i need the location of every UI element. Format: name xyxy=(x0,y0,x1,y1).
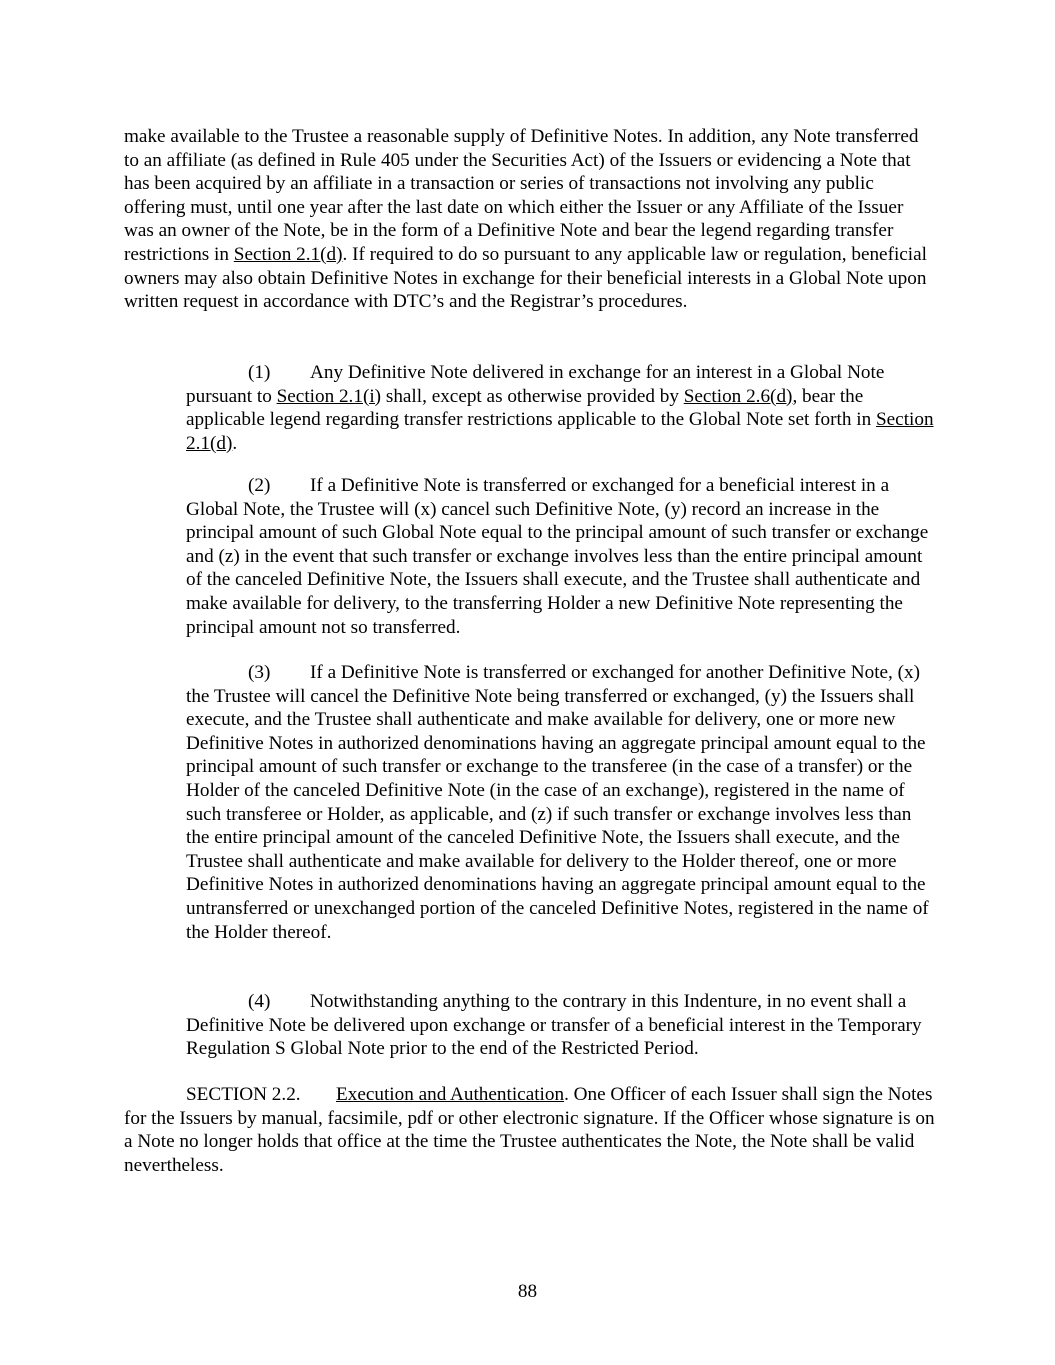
item-2-paragraph xyxy=(186,474,936,639)
item-4-paragraph xyxy=(186,990,936,1061)
section-2-2-paragraph xyxy=(124,1083,936,1177)
section-2-2-label: SECTION 2.2. xyxy=(186,1084,301,1105)
intro-text-2: . If required to do so pursuant to any applicable law or regulation, beneficial owners may also obtain Definitive Notes in exchange for their beneficial interests in a Global Note upon written request in accordance with DTC’s and the Registrar’s procedures. xyxy=(124,243,927,313)
intro-paragraph xyxy=(124,125,936,314)
item-1-text-4: . xyxy=(232,432,238,454)
item-1-paragraph xyxy=(186,361,936,455)
section-ref-2-1-d: Section 2.1(d) xyxy=(233,243,343,265)
section-ref-2-6-d: Section 2.6(d) xyxy=(683,385,793,407)
section-ref-2-1-d-b: Section 2.1(d) xyxy=(186,409,934,454)
item-2-number: (2) xyxy=(248,475,271,496)
item-4-number: (4) xyxy=(248,991,271,1012)
item-1-text-1: Any Definitive Note delivered in exchange for an interest in a Global Note pursuant to xyxy=(186,362,885,407)
page-number: 88 xyxy=(517,1281,538,1302)
item-4-text: Notwithstanding anything to the contrary in this Indenture, in no event shall a Definitive Note be delivered upon exchange or transfer of a beneficial interest in the Temporary Regulation S Global Note prior to the end of the Restricted Period. xyxy=(186,991,922,1060)
item-3-number: (3) xyxy=(248,662,271,683)
section-2-2-text: . One Officer of each Issuer shall sign the Notes for the Issuers by manual, facsimile, pdf or other electronic signature. If the Officer whose signature is on a Note no longer holds that office at the time the Trustee authenticates the Note, the Note shall be valid nevertheless. xyxy=(124,1084,935,1176)
item-1-number: (1) xyxy=(248,362,271,383)
item-3-text: If a Definitive Note is transferred or exchanged for another Definitive Note, (x) the Trustee will cancel the Definitive Note being transferred or exchanged, (y) the Issuers shall execute, and the Trustee shall authenticate and make available for delivery, one or more new Definitive Notes in authorized denominations having an aggregate principal amount equal to the principal amount of such transfer or exchange to the transferee (in the case of a transfer) or the Holder of the canceled Definitive Note (in the case of an exchange), registered in the name of such transferee or Holder, as applicable, and (z) if such transfer or exchange involves less than the entire principal amount of the canceled Definitive Note, the Issuers shall execute, and the Trustee shall authenticate and make available for delivery to the Holder thereof, one or more Definitive Notes in authorized denominations having an aggregate principal amount equal to the untransferred or unexchanged portion of the canceled Definitive Notes, registered in the name of the Holder thereof. xyxy=(186,662,929,943)
item-1-text-3: , bear the applicable legend regarding transfer restrictions applicable to the Global Note set forth in xyxy=(186,385,876,431)
section-2-2-heading: Execution and Authentication xyxy=(336,1084,565,1105)
item-3-paragraph xyxy=(186,661,936,944)
section-ref-2-1-i: Section 2.1(i) xyxy=(276,385,382,407)
intro-text-1: make available to the Trustee a reasonable supply of Definitive Notes. In addition, any Note transferred to an affiliate (as defined in Rule 405 under the Securities Act) of the Issuers or evidencing a Note that has been acquired by an affiliate in a transaction or series of transactions not involving any public offering must, until one year after the last date on which either the Issuer or any Affiliate of the Issuer was an owner of the Note, be in the form of a Definitive Note and bear the legend regarding transfer restrictions in xyxy=(124,126,919,265)
item-2-text: If a Definitive Note is transferred or exchanged for a beneficial interest in a Global Note, the Trustee will (x) cancel such Definitive Note, (y) record an increase in the principal amount of such Global Note equal to the principal amount of such transfer or exchange and (z) in the event that such transfer or exchange involves less than the entire principal amount of the canceled Definitive Note, the Issuers shall execute, and the Trustee shall authenticate and make available for delivery, to the transferring Holder a new Definitive Note representing the principal amount not so transferred. xyxy=(186,475,929,638)
item-1-text-2: shall, except as otherwise provided by xyxy=(381,385,684,407)
